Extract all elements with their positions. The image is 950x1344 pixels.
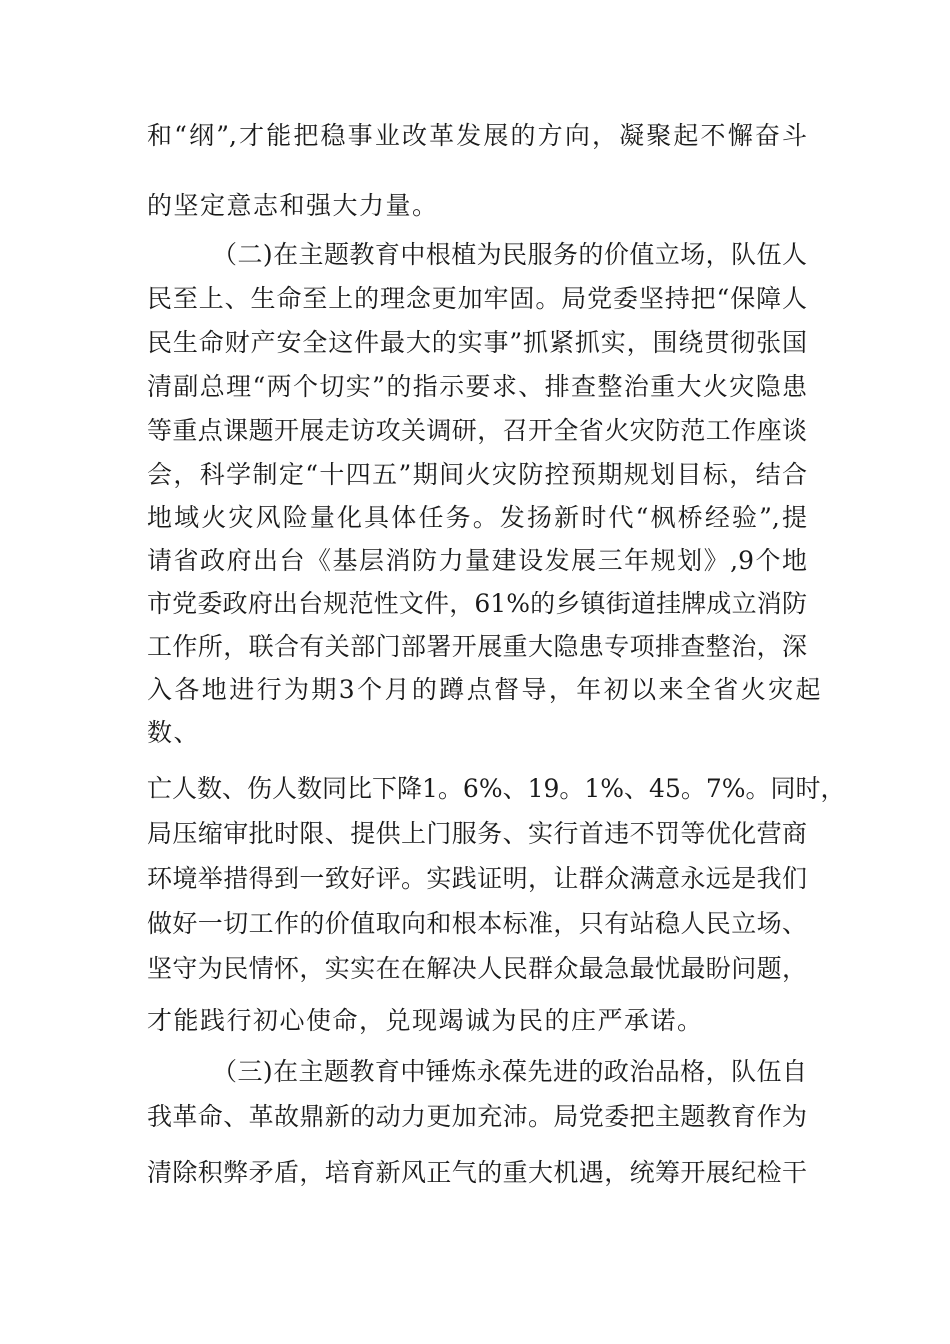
text-line: 等重点课题开展走访攻关调研，召开全省火灾防范工作座谈: [147, 416, 807, 445]
text-line: 数、: [147, 718, 201, 747]
text-line: 亡人数、伤人数同比下降1。6%、19。1%、45。7%。同时，: [147, 774, 846, 803]
text-line: 请省政府出台《基层消防力量建设发展三年规划》,9个地: [147, 546, 807, 575]
text-line: 坚守为民情怀，实实在在解决人民群众最急最忧最盼问题，: [147, 954, 807, 983]
text-line: 民至上、生命至上的理念更加牢固。局党委坚持把“保障人: [147, 284, 807, 313]
text-line: 的坚定意志和强大力量。: [147, 191, 439, 220]
text-line: 地域火灾风险量化具体任务。发扬新时代“枫桥经验”,提: [147, 503, 807, 532]
text-line: 市党委政府出台规范性文件，61%的乡镇街道挂牌成立消防: [147, 589, 807, 618]
paragraph-heading-2: （二)在主题教育中根植为民服务的价值立场，队伍人: [212, 240, 807, 269]
text-line: 和“纲”,才能把稳事业改革发展的方向，凝聚起不懈奋斗: [147, 121, 807, 150]
text-line: 入各地进行为期3个月的蹲点督导，年初以来全省火灾起: [147, 675, 823, 704]
text-line: 才能践行初心使命，兑现竭诚为民的庄严承诺。: [147, 1006, 704, 1035]
text-line: 我革命、革故鼎新的动力更加充沛。局党委把主题教育作为: [147, 1102, 807, 1131]
text-line: 会，科学制定“十四五”期间火灾防控预期规划目标，结合: [147, 460, 807, 489]
text-line: 工作所，联合有关部门部署开展重大隐患专项排查整治，深: [147, 632, 807, 661]
text-line: 做好一切工作的价值取向和根本标准，只有站稳人民立场、: [147, 909, 807, 938]
text-line: 环境举措得到一致好评。实践证明，让群众满意永远是我们: [147, 864, 807, 893]
text-line: 清副总理“两个切实”的指示要求、排查整治重大火灾隐患: [147, 372, 807, 401]
text-line: 清除积弊矛盾，培育新风正气的重大机遇，统筹开展纪检干: [147, 1158, 807, 1187]
paragraph-heading-3: （三)在主题教育中锤炼永葆先进的政治品格，队伍自: [212, 1057, 807, 1086]
text-line: 民生命财产安全这件最大的实事”抓紧抓实，围绕贯彻张国: [147, 328, 807, 357]
text-line: 局压缩审批时限、提供上门服务、实行首违不罚等优化营商: [147, 819, 807, 848]
